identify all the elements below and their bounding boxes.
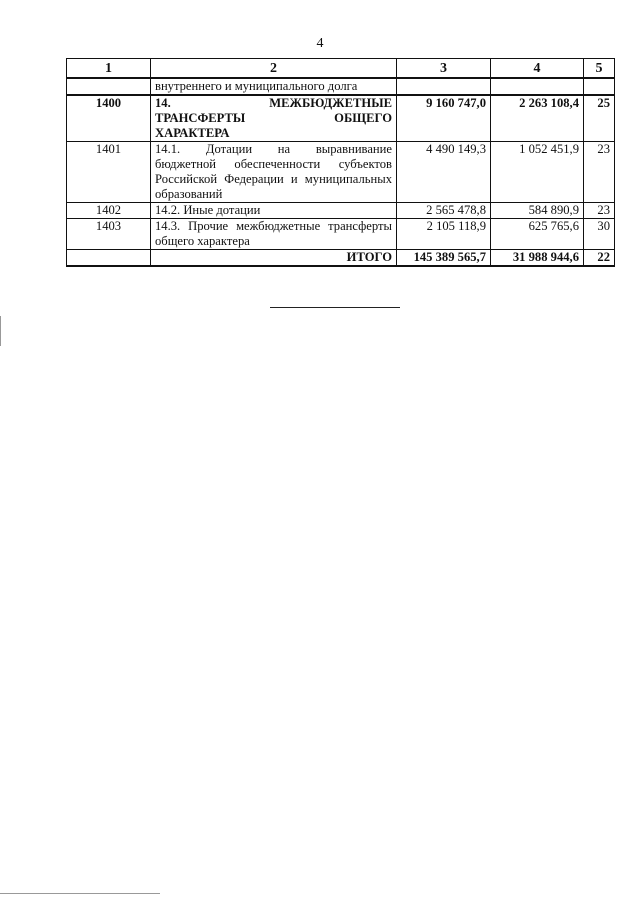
total-value-3: 145 389 565,7 (397, 250, 491, 267)
end-of-document-rule (270, 307, 400, 308)
row-name (151, 142, 397, 203)
row-name-line: образований (155, 187, 223, 201)
column-header: 1 (67, 59, 151, 79)
row-code: 1402 (67, 203, 151, 219)
row-name-line: 14.2. Иные дотации (155, 203, 261, 217)
row-code: 1400 (67, 95, 151, 142)
scan-artifact (0, 316, 1, 346)
row-name (151, 95, 397, 142)
row-value-4: 1 052 451,9 (491, 142, 584, 203)
row-value-5: 23 (584, 203, 615, 219)
column-header: 4 (491, 59, 584, 79)
table-row (67, 95, 615, 142)
row-name: внутреннего и муниципального долга (151, 78, 397, 95)
table-header-row (67, 59, 615, 79)
page-number: 4 (316, 36, 324, 51)
table-row-continuation (67, 78, 615, 95)
row-name-line: общего характера (155, 234, 250, 248)
row-name-line: ХАРАКТЕРА (155, 126, 230, 140)
total-value-5: 22 (584, 250, 615, 267)
row-code: 1401 (67, 142, 151, 203)
column-header: 2 (151, 59, 397, 79)
column-header: 5 (584, 59, 615, 79)
row-code: 1403 (67, 219, 151, 250)
table-total-row (67, 250, 615, 267)
row-value-3 (397, 78, 491, 95)
table-row (67, 142, 615, 203)
row-value-5: 25 (584, 95, 615, 142)
row-name-line: ТРАНСФЕРТЫ ОБЩЕГО (155, 111, 392, 125)
row-name-line: Российской Федерации и муниципальных (155, 172, 392, 186)
row-value-4: 625 765,6 (491, 219, 584, 250)
row-value-4: 584 890,9 (491, 203, 584, 219)
budget-table (66, 58, 615, 267)
total-label: ИТОГО (151, 250, 397, 267)
row-value-4: 2 263 108,4 (491, 95, 584, 142)
row-value-4 (491, 78, 584, 95)
row-code (67, 78, 151, 95)
row-name (151, 203, 397, 219)
row-value-3: 2 105 118,9 (397, 219, 491, 250)
row-value-5 (584, 78, 615, 95)
row-code (67, 250, 151, 267)
table-row (67, 203, 615, 219)
scan-artifact (0, 893, 160, 894)
row-name-line: 14.3. Прочие межбюджетные трансферты (155, 219, 392, 233)
row-name (151, 219, 397, 250)
column-header: 3 (397, 59, 491, 79)
row-name-line: бюджетной обеспеченности субъектов (155, 157, 392, 171)
table-row (67, 219, 615, 250)
row-name-line: 14. МЕЖБЮДЖЕТНЫЕ (155, 96, 392, 110)
row-value-5: 23 (584, 142, 615, 203)
row-value-3: 9 160 747,0 (397, 95, 491, 142)
row-value-3: 4 490 149,3 (397, 142, 491, 203)
row-value-3: 2 565 478,8 (397, 203, 491, 219)
row-value-5: 30 (584, 219, 615, 250)
row-name-line: 14.1. Дотации на выравнивание (155, 142, 392, 156)
total-value-4: 31 988 944,6 (491, 250, 584, 267)
